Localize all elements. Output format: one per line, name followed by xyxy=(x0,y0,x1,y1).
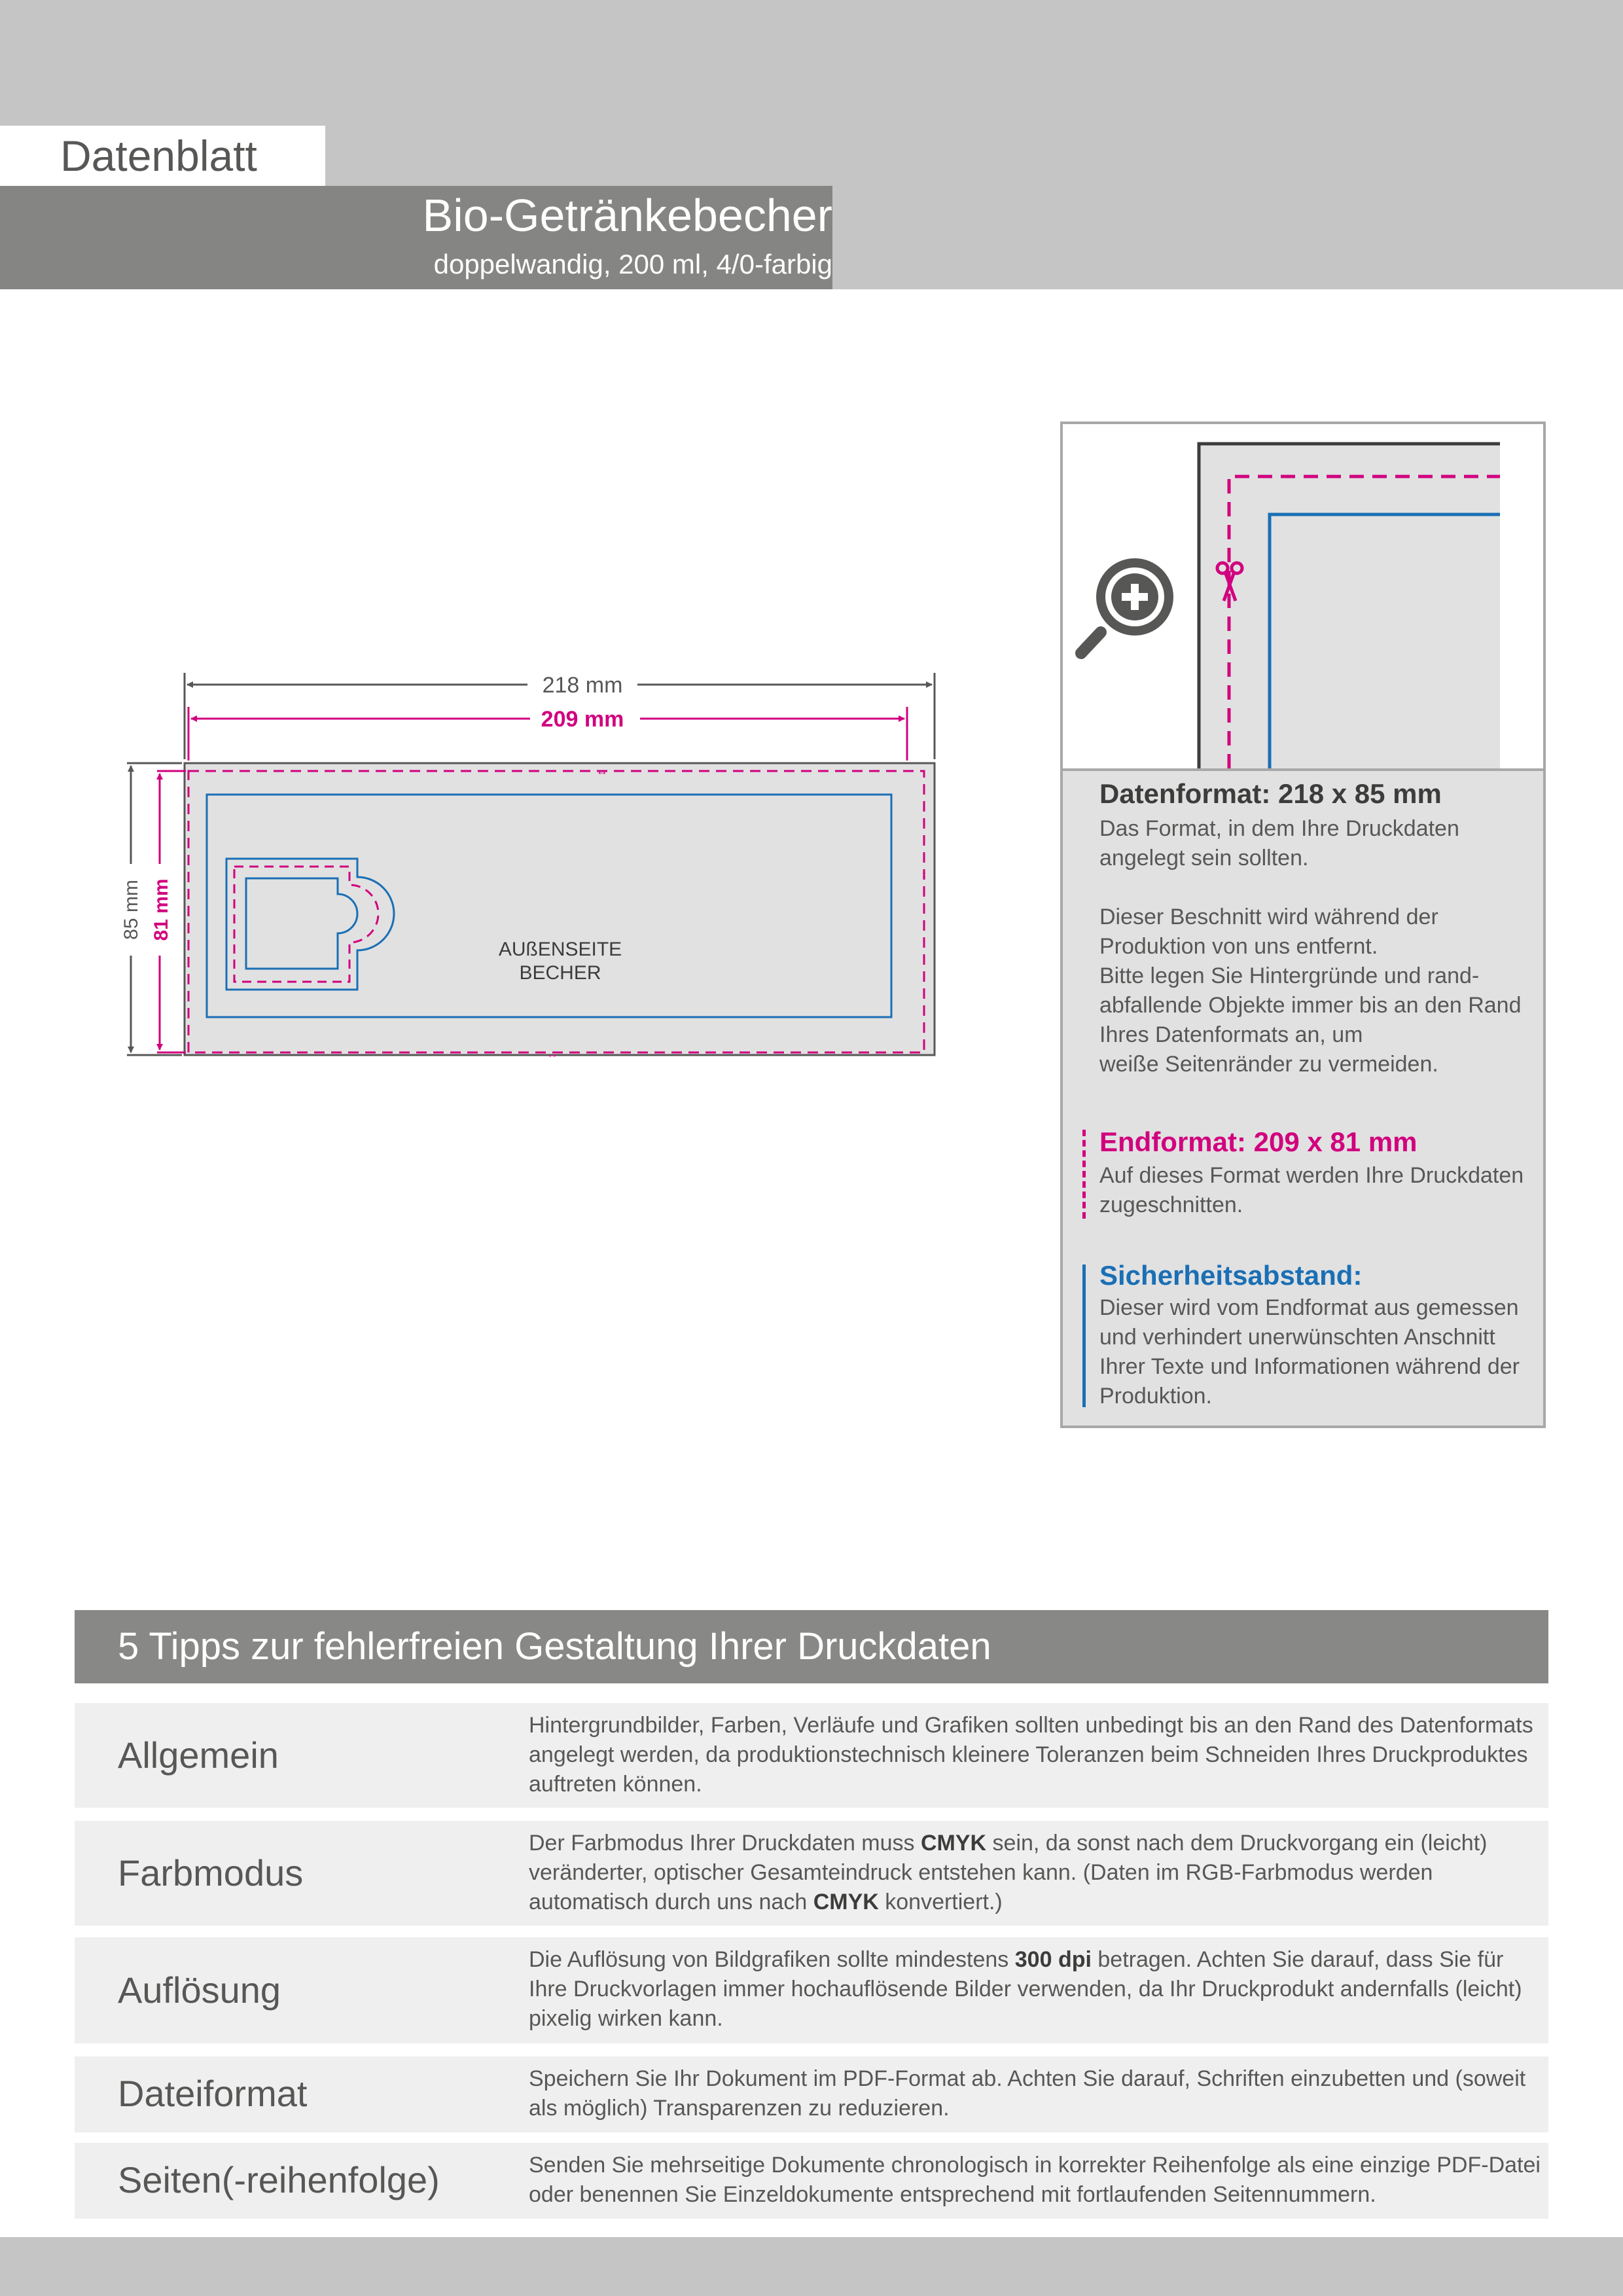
zoom-data-format-area xyxy=(1199,444,1500,768)
cut-mark-right: ↕ xyxy=(921,868,927,881)
tip-text-emphasis: 300 dpi xyxy=(1014,1947,1092,1972)
tip-text-segment: Senden Sie mehrseitige Dokumente chronologisch in korrekter Reihenfolge als eine einzige PDF-Datei oder benennen Sie Einzeldokumente entsprechend mit fortlaufenden Seitennummern. xyxy=(529,2153,1541,2207)
tip-text xyxy=(529,1829,1543,1917)
format-diagram xyxy=(98,655,949,1073)
tip-text-segment: sein, da sonst nach dem Druckvorgang ein (leicht) veränderter, optischer Gesamteindruck entstehen kann. (Daten im RGB-Farbmodus werden automatisch durch uns nach xyxy=(529,1831,1488,1914)
tip-row-seiten xyxy=(75,2143,1548,2219)
tip-text-segment: Speichern Sie Ihr Dokument im PDF-Format ab. Achten Sie darauf, Schriften einzubetten und (soweit als möglich) Transparenzen zu reduzieren. xyxy=(529,2066,1526,2121)
tip-row-dateiformat xyxy=(75,2056,1548,2132)
tip-row-farbmodus xyxy=(75,1821,1548,1926)
doc-label: Datenblatt xyxy=(60,132,257,180)
tip-row-aufloesung xyxy=(75,1937,1548,2043)
product-subtitle: doppelwandig, 200 ml, 4/0-farbig xyxy=(433,249,832,279)
sicherheit-marker xyxy=(1082,1265,1086,1407)
cut-mark-top: ↔ xyxy=(596,764,608,778)
tip-label: Seiten(-reihenfolge) xyxy=(118,2159,440,2200)
outer-width-label: 218 mm xyxy=(542,673,623,698)
zoom-detail-graphic xyxy=(1063,424,1543,768)
tip-label: Dateiformat xyxy=(118,2073,308,2114)
tip-label: Farbmodus xyxy=(118,1852,304,1893)
tip-text-segment: Der Farbmodus Ihrer Druckdaten muss xyxy=(529,1831,921,1856)
sicherheit-title: Sicherheitsabstand: xyxy=(1099,1260,1363,1291)
cut-mark-bottom: ↔ xyxy=(546,1047,558,1060)
tip-text-segment: Die Auflösung von Bildgrafiken sollte mindestens xyxy=(529,1947,1015,1972)
final-width-label: 209 mm xyxy=(541,707,624,732)
tip-text xyxy=(529,1711,1543,1799)
endformat-text: Auf dieses Format werden Ihre Druckdaten zugeschnitten. xyxy=(1099,1163,1524,1217)
product-title: Bio-Getränkebecher xyxy=(422,190,832,241)
tip-text-emphasis: CMYK xyxy=(920,1831,987,1856)
endformat-title: Endformat: 209 x 81 mm xyxy=(1099,1126,1418,1157)
footer-band xyxy=(0,2237,1623,2296)
tips-title: 5 Tipps zur fehlerfreien Gestaltung Ihrer Druckdaten xyxy=(118,1625,991,1668)
outer-height-label: 85 mm xyxy=(120,880,142,940)
tip-text xyxy=(529,1945,1543,2034)
tip-text-segment: betragen. Achten Sie darauf, dass Sie für Ihre Druckvorlagen immer hochauflösende Bilder verwenden, da Ihr Druckprodukt andernfalls (leicht) pixelig wirken kann. xyxy=(529,1947,1522,2031)
center-label-line1: AUßENSEITE xyxy=(498,939,622,960)
tip-row-allgemein xyxy=(75,1703,1548,1808)
sicherheit-text: Dieser wird vom Endformat aus gemessen und verhindert unerwünschten Anschnitt Ihrer Texte und Informationen während der Produktion. xyxy=(1099,1295,1520,1408)
final-height-label: 81 mm xyxy=(151,878,172,941)
data-format-area xyxy=(185,763,935,1055)
tip-text-segment: Hintergrundbilder, Farben, Verläufe und Grafiken sollten unbedingt bis an den Rand des Datenformats angelegt werden, da produktionstechnisch kleinere Toleranzen beim Schneiden Ihres Druckproduktes auftreten können. xyxy=(529,1713,1533,1797)
tip-text xyxy=(529,2064,1543,2123)
endformat-marker xyxy=(1082,1130,1086,1219)
center-label-line2: BECHER xyxy=(519,962,601,984)
info-panel xyxy=(1060,422,1546,1428)
zoom-detail xyxy=(1063,424,1543,771)
zoom-in-icon xyxy=(1081,563,1169,653)
tip-label: Auflösung xyxy=(118,1969,281,2011)
tip-text-emphasis: CMYK xyxy=(813,1890,879,1914)
tip-text-segment: konvertiert.) xyxy=(878,1890,1003,1914)
tip-label: Allgemein xyxy=(118,1734,279,1776)
datenformat-text: Das Format, in dem Ihre Druckdaten angelegt sein sollten. Dieser Beschnitt wird während der Produktion von uns entfernt. Bitte legen Sie Hintergründe und rand- abfallende Objekte immer bis an den Rand Ihres Datenformats an, um weiße Seitenränder zu vermeiden. xyxy=(1099,816,1522,1077)
datenformat-title: Datenformat: 218 x 85 mm xyxy=(1099,778,1442,809)
tip-text xyxy=(529,2151,1543,2210)
